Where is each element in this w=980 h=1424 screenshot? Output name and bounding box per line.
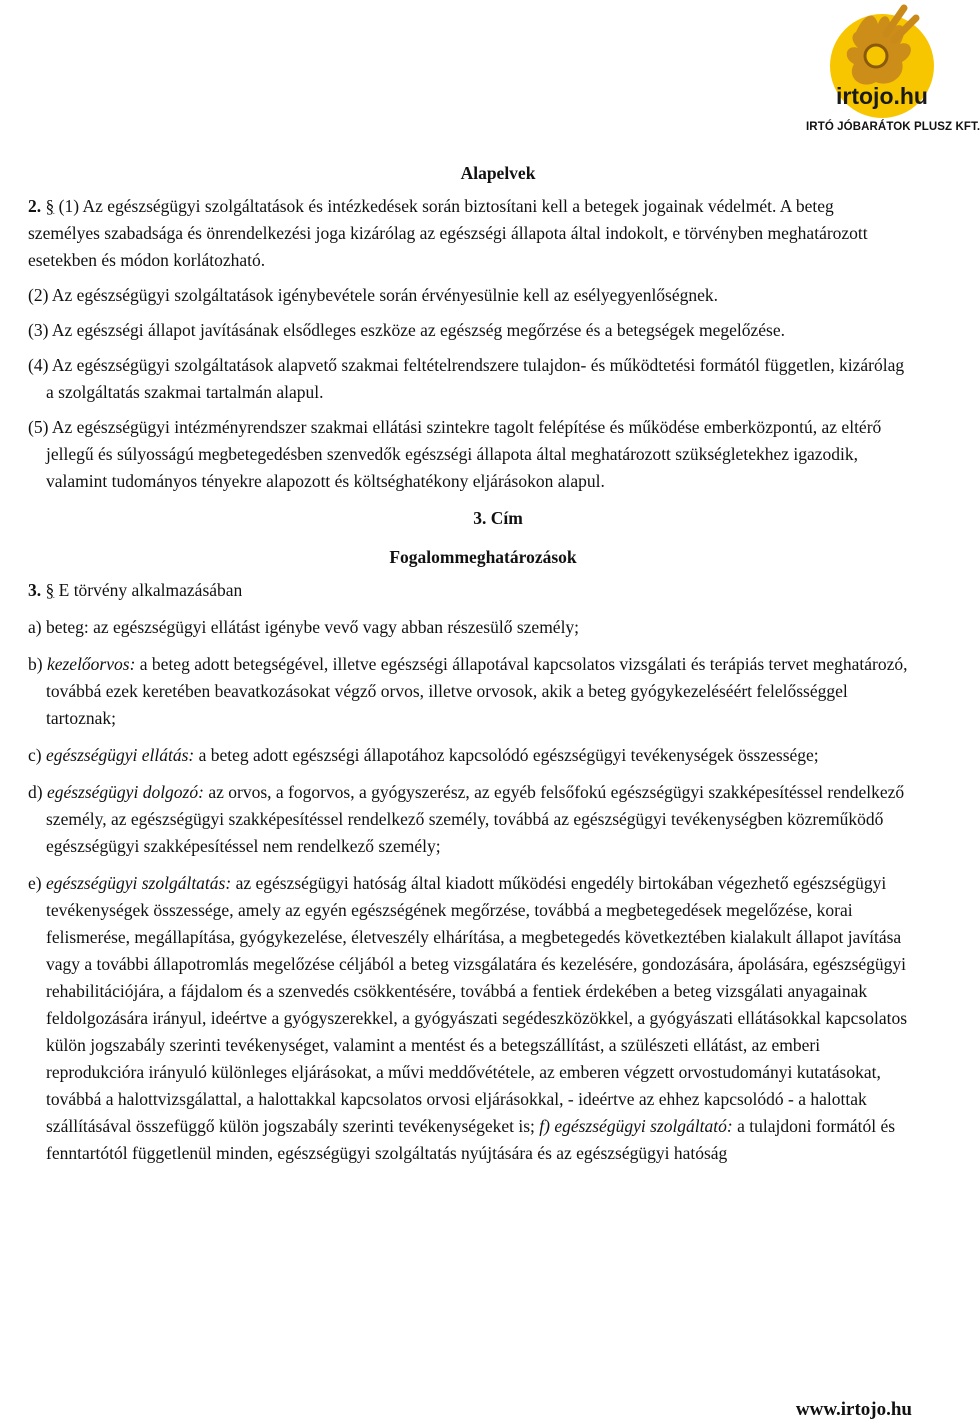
logo-company-name: IRTÓ JÓBARÁTOK PLUSZ KFT. (806, 121, 980, 133)
definition-f-text: a tulajdoni formától és fenntartótól függetlenül minden, egészségügyi szolgáltatás nyújtására és az egészségügyi hatóság (46, 1116, 896, 1163)
section-sign-link[interactable]: § (45, 196, 55, 216)
section-2-paragraph-5: (5) Az egészségügyi intézményrendszer szakmai ellátási szintekre tagolt felépítése és működése emberközpontú, az eltérő jellegű és súlyosságú megbetegedésben szenvedők egészségi állapota által meghatározott szükségletekhez igazodik, valamint tudományos tényekre alapozott és költséghatékony eljárásokon alapul. (28, 417, 882, 491)
definition-term: egészségügyi dolgozó: (46, 782, 204, 802)
section-2-paragraph-2: (2) Az egészségügyi szolgáltatások igénybevétele során érvényesülnie kell az esélyegyenlőségnek. (28, 285, 719, 305)
definition-text: a beteg adott betegségével, illetve egészségi állapotával kapcsolatos vizsgálati és terápiás tervet meghatározó, továbbá ezek keretében beavatkozásokat végző orvos, illetve orvosok, akik a beteg gyógykezeléséért felelősséggel tartoznak; (46, 654, 908, 728)
definition-term: egészségügyi szolgáltatás: (45, 873, 232, 893)
definition-a (28, 614, 908, 641)
definition-text: a beteg adott egészségi állapotához kapcsolódó egészségügyi tevékenységek összessége; (194, 745, 819, 765)
section-2-paragraph-3: (3) Az egészségi állapot javításának elsődleges eszköze az egészség megőrzése és a betegségek megelőzése. (28, 320, 786, 340)
logo-brand-text: irtojo.hu (836, 83, 928, 109)
definition-c (28, 742, 908, 769)
heading-fogalommeghatarozasok: Fogalommeghatározások (389, 547, 577, 567)
definition-e (28, 870, 908, 1167)
definition-text: beteg: az egészségügyi ellátást igénybe vevő vagy abban részesülő személy; (45, 617, 580, 637)
intro-text: E törvény alkalmazásában (54, 580, 243, 600)
definition-f-term: f) egészségügyi szolgáltató: (539, 1116, 733, 1136)
item-label: d) (28, 782, 47, 802)
section-sign-link[interactable]: § (45, 580, 55, 600)
definition-text: az orvos, a fogorvos, a gyógyszerész, az egyéb felsőfokú egészségügyi szakképesítéssel rendelkező személy, az egészségügyi szakképesítéssel rendelkező személy, továbbá az egészségügyi tevékenységben közreműködő egészségügyi szakképesítéssel nem rendelkező személy; (46, 782, 905, 856)
definition-text: az egészségügyi hatóság által kiadott működési engedély birtokában végezhető egészségügyi tevékenységek összessége, amely az egyén egészségének megőrzése, továbbá a megbetegedések megelőzése, korai felismerése, megállapítása, gyógykezelése, életveszély elhárítása, a megbetegedés következtében kialakult állapot javítása vagy a további állapotromlás megelőzése céljából a beteg vizsgálatára és kezelésére, gondozására, ápolására, egészségügyi rehabilitációjára, a fájdalom és a szenvedés csökkentésére, továbbá a fentiek érdekében a beteg vizsgálati anyagainak feldolgozására irányul, ideértve a gyógyszerekkel, a gyógyászati segédeszközökkel, a gyógyászati ellátásokkal kapcsolatos külön jogszabály szerinti tevékenységet, valamint a mentést és a betegszállítást, a szülészeti ellátást, az emberi reprodukcióra irányuló különleges eljárásokat, a művi meddővététele, az emberen végzett orvostudományi kutatásokat, továbbá a halottvizsgálattal, a halottakkal kapcsolatos orvosi eljárásokkal, - ideértve az ehhez kapcsolódó - a halottak szállításával összefüggő külön jogszabály szerinti tevékenységeket is; (46, 873, 908, 1136)
section-number: 3. (28, 580, 42, 600)
footer-website-link[interactable]: www.irtojo.hu (795, 1399, 912, 1420)
definition-term: kezelőorvos: (46, 654, 136, 674)
definition-term: egészségügyi ellátás: (45, 745, 195, 765)
heading-alapelvek: Alapelvek (460, 163, 536, 183)
section-3-intro (28, 577, 908, 604)
section-2-paragraph-4: (4) Az egészségügyi szolgáltatások alapvető szakmai feltételrendszere tulajdon- és működtetési formától független, kizárólag a szolgáltatás szakmai tartalmán alapul. (28, 355, 905, 402)
heading-cim: 3. Cím (473, 508, 523, 528)
item-label: a) (28, 617, 46, 637)
item-label: e) (28, 873, 46, 893)
section-2-paragraph-1 (28, 193, 908, 274)
section-number: 2. (28, 196, 42, 216)
definition-b (28, 651, 908, 732)
definition-d (28, 779, 908, 860)
paragraph-text: (1) Az egészségügyi szolgáltatások és intézkedések során biztosítani kell a betegek jogainak védelmét. A beteg személyes szabadsága és önrendelkezési joga kizárólag az egészségi állapota által indokolt, e törvényben meghatározott esetekben és módon korlátozható. (28, 196, 868, 270)
item-label: b) (28, 654, 47, 674)
ok-hand-icon (816, 4, 946, 120)
item-label: c) (28, 745, 46, 765)
document-body (28, 160, 908, 1167)
brand-logo (806, 4, 980, 134)
